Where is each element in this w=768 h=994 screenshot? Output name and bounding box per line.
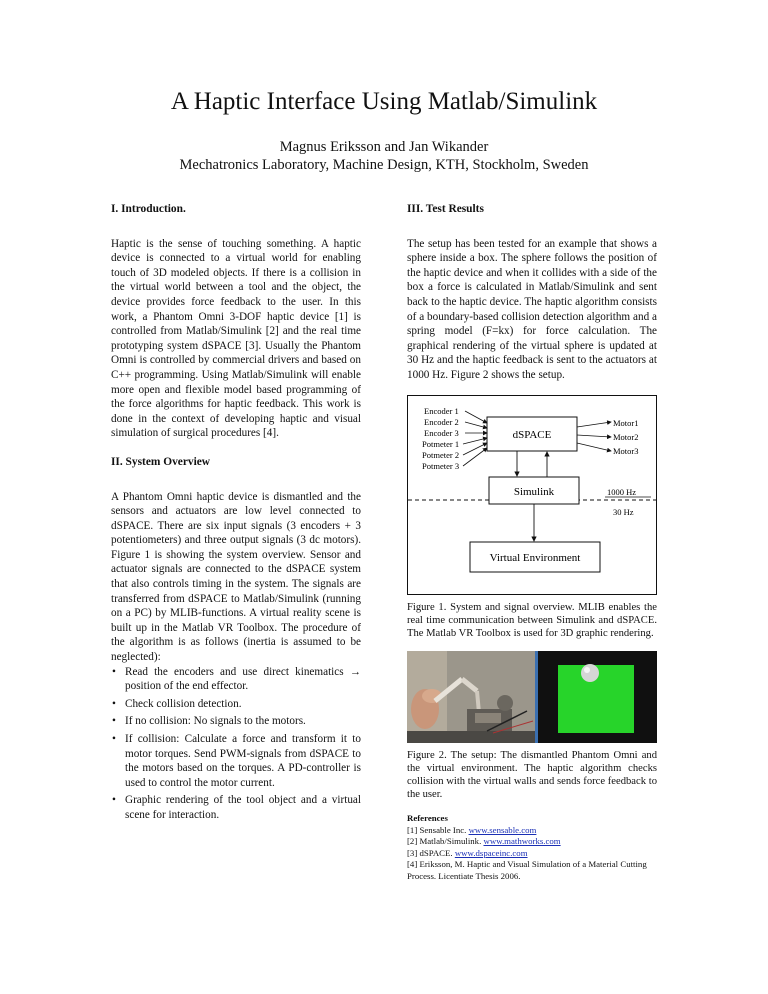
- reference-item: [407, 825, 657, 837]
- input-label: Potmeter 2: [422, 449, 460, 460]
- list-item: • Read the encoders and use direct kinematics → position of the end effector.: [125, 665, 361, 694]
- simulink-label: Simulink: [513, 485, 555, 498]
- input-label: Encoder 1: [424, 405, 459, 416]
- virtual-environment-screen: [535, 651, 657, 743]
- output-label: Motor2: [613, 431, 639, 442]
- virtual-environment-label: Virtual Environment: [489, 551, 581, 564]
- reference-item: [407, 848, 657, 860]
- rate-1000hz-label: 1000 Hz: [607, 486, 637, 497]
- section-heading-test-results: III. Test Results: [407, 203, 484, 215]
- output-arrows: [577, 422, 611, 451]
- reference-text: [3] dSPACE.: [407, 847, 455, 858]
- figure-2-photo: [407, 651, 657, 743]
- reference-item: [407, 836, 657, 848]
- input-label: Encoder 2: [424, 416, 459, 427]
- authors: Magnus Eriksson and Jan Wikander: [279, 139, 489, 155]
- test-results-paragraph: The setup has been tested for an example that shows a sphere inside a box. The sphere follows the position of the haptic device and when it collides with a side of the box a force is calculated in Matlab/Simulink and sent back to the haptic device. The haptic algorithm consists of a boundary-based collision detection algorithm and a spring model (F=kx) for force calculation. The graphical rendering of the virtual sphere is updated at 30 Hz and the haptic feedback is sent to the actuators at 1000 Hz. Figure 2 shows the setup.: [407, 237, 657, 381]
- reference-link[interactable]: www.mathworks.com: [483, 836, 561, 847]
- reference-item: [4] Eriksson, M. Haptic and Visual Simulation of a Material Cutting Process. Licentiate Thesis 2006.: [407, 859, 647, 881]
- author-block: [0, 138, 768, 174]
- output-signal-labels: [613, 418, 639, 456]
- haptic-device-photo: [407, 651, 535, 743]
- references-heading: References: [407, 813, 448, 824]
- list-item: • If no collision: No signals to the motors.: [125, 714, 361, 729]
- system-overview-paragraph: A Phantom Omni haptic device is dismantled and the sensors and actuators are low level connected to dSPACE. There are six input signals (3 encoders + 3 potentiometers) and three output signals (3 dc motors). Figure 1 is showing the system overview. Sensor and actuator signals are connected to the dSPACE system that also controls timing in the system. The signals are transferred from dSPACE to Matlab/Simulink (running on a PC) by MLIB-functions. A virtual reality scene is built up in the Matlab VR Toolbox. The procedure of the algorithm is as follows (inertia is assumed to be neglected):: [111, 490, 361, 664]
- affiliation: Mechatronics Laboratory, Machine Design, KTH, Stockholm, Sweden: [179, 157, 589, 173]
- reference-link[interactable]: www.dspaceinc.com: [454, 847, 528, 858]
- reference-link[interactable]: www.sensable.com: [468, 824, 537, 835]
- reference-text: [2] Matlab/Simulink.: [407, 836, 484, 847]
- output-label: Motor1: [613, 417, 639, 428]
- section-heading-introduction: I. Introduction.: [111, 203, 186, 215]
- paper-title: A Haptic Interface Using Matlab/Simulink: [170, 88, 598, 115]
- input-signal-labels: [422, 406, 459, 471]
- list-item: • Check collision detection.: [125, 697, 361, 712]
- dspace-label: dSPACE: [512, 428, 552, 441]
- list-item: • Graphic rendering of the tool object and a virtual scene for interaction.: [125, 793, 361, 822]
- reference-text: [1] Sensable Inc.: [407, 824, 469, 835]
- input-arrows: [463, 411, 487, 466]
- input-label: Potmeter 3: [422, 460, 460, 471]
- figure-1-caption: Figure 1. System and signal overview. MLIB enables the real time communication between Simulink and dSPACE. The Matlab VR Toolbox is used for 3D graphic rendering.: [407, 602, 657, 640]
- input-label: Encoder 3: [424, 427, 459, 438]
- virtual-sphere: [581, 664, 599, 682]
- figure-2-caption: Figure 2. The setup: The dismantled Phantom Omni and the virtual environment. The haptic algorithm checks collision with the virtual walls and sends force feedback to the user.: [407, 750, 657, 801]
- right-column: [407, 202, 657, 882]
- references-section: [407, 813, 657, 882]
- section-heading-system-overview: II. System Overview: [111, 455, 211, 468]
- system-overview-diagram: [407, 395, 657, 595]
- output-label: Motor3: [613, 445, 639, 456]
- rate-30hz-label: 30 Hz: [613, 506, 634, 517]
- introduction-paragraph: Haptic is the sense of touching something. A haptic device is connected to a virtual world for enabling touch of 3D modeled objects. If there is a collision in the virtual world between a tool and the object, the device provides force feedback to the user. In this work, a Phantom Omni 3-DOF haptic device [1] is controlled from Matlab/Simulink [2] and the real time prototyping system dSPACE [3]. Usually the Phantom Omni is controlled by commercial drivers and based on C++ programming. Using Matlab/Simulink will enable more open and flexible model based programming of the force algorithms for haptic feedback. This work is done in the context of developing haptic and visual simulation of surgical procedures [4].: [111, 237, 361, 440]
- list-item: • If collision: Calculate a force and transform it to motor torques. Send PWM-signals from dSPACE to the motors based on the torques. A PD-controller is used to control the motor current.: [125, 732, 361, 790]
- algorithm-steps-list: [111, 665, 361, 823]
- input-label: Potmeter 1: [422, 438, 460, 449]
- left-column: [111, 202, 361, 826]
